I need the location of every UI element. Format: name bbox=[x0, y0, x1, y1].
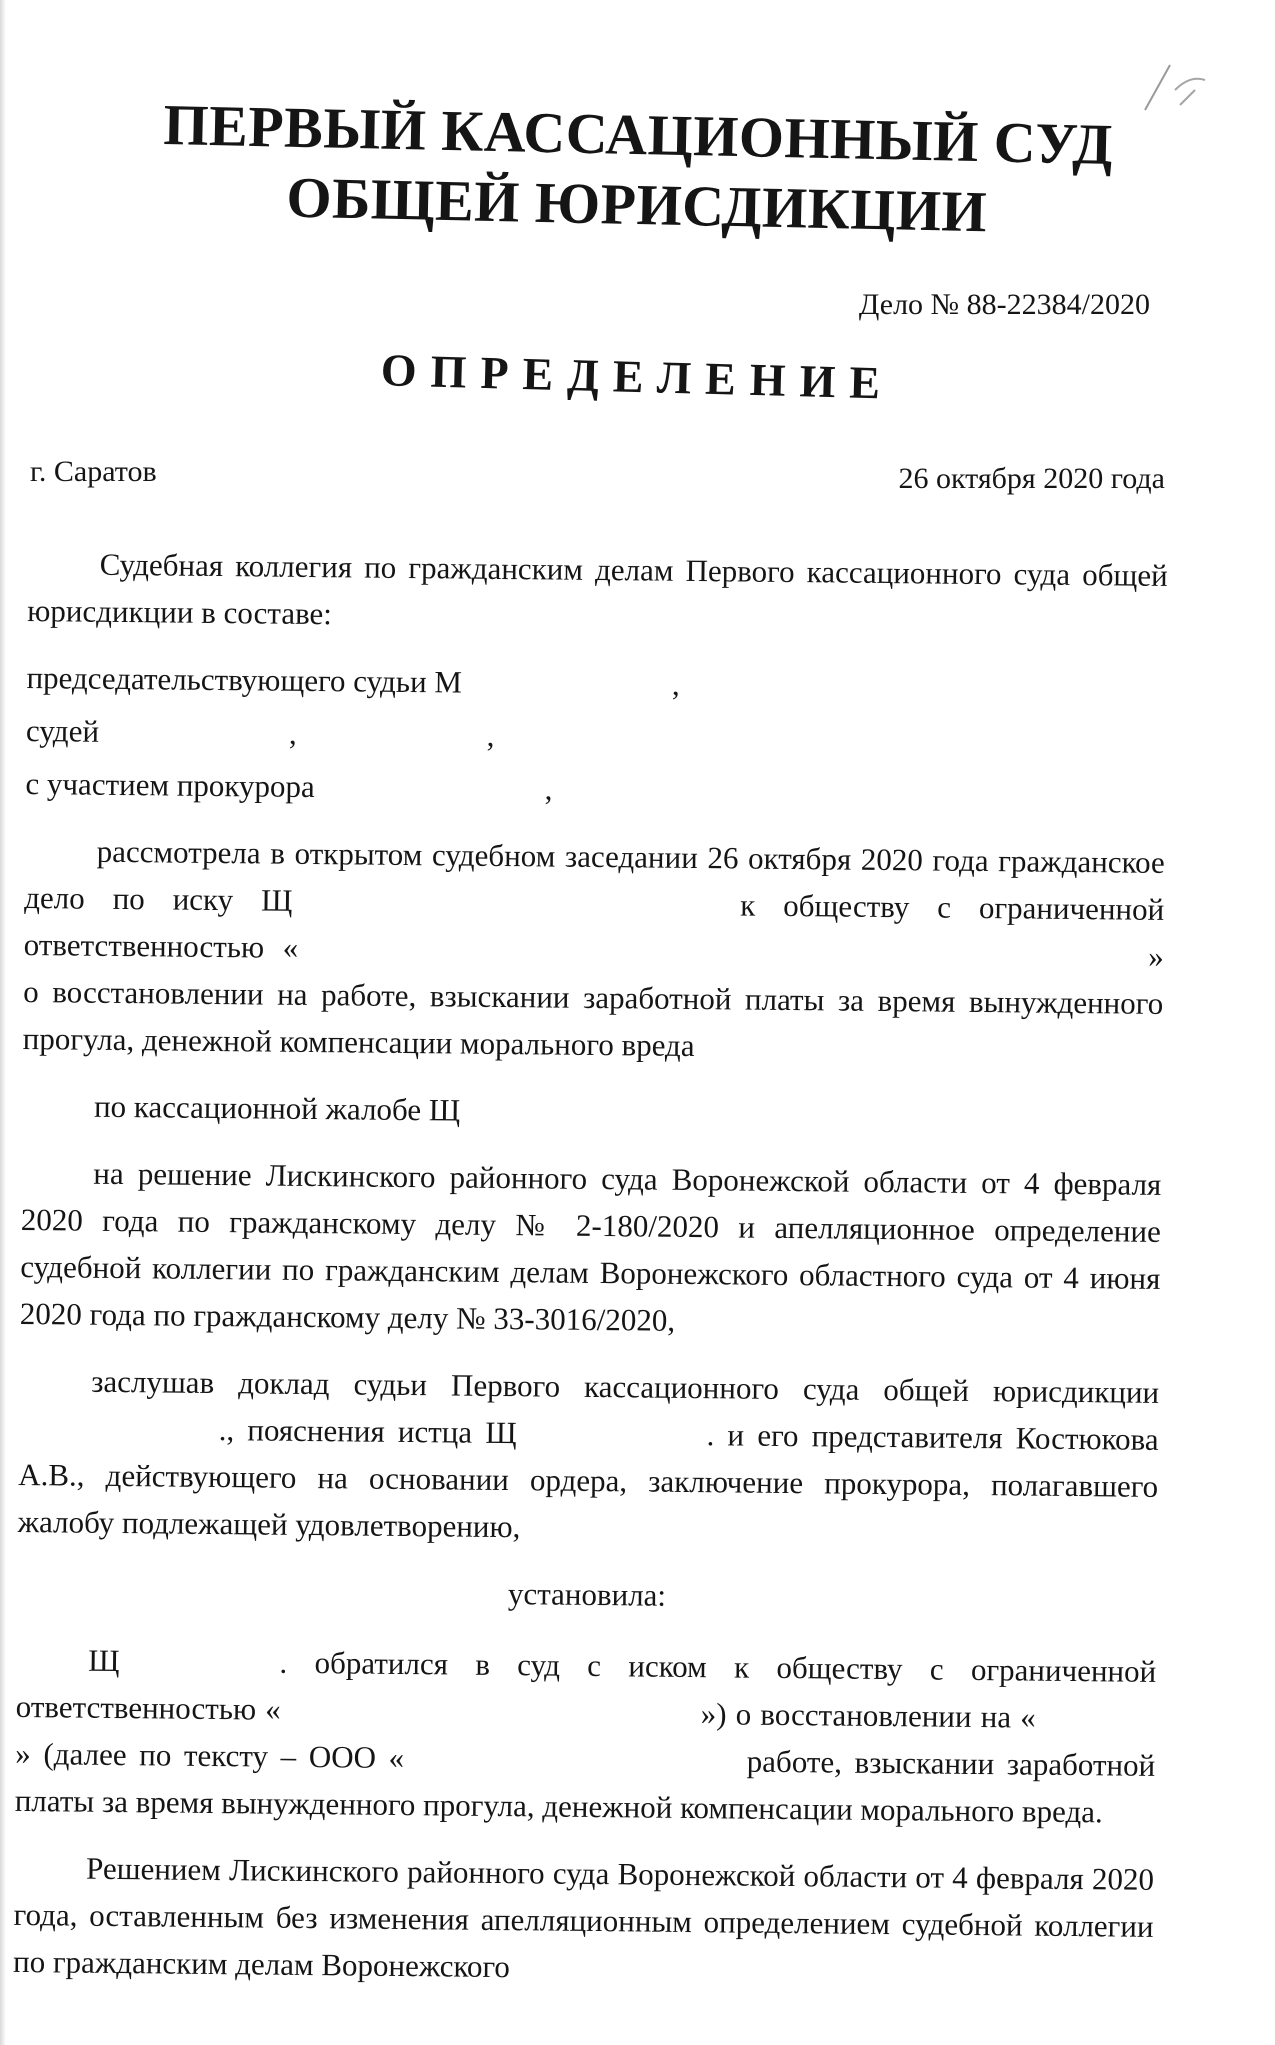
paragraph-presiding-judge bbox=[26, 654, 1166, 713]
paragraph-judges bbox=[26, 707, 1166, 766]
paragraph-text: , bbox=[544, 771, 553, 807]
paragraph-text: ») о восстановлении на « bbox=[700, 1696, 1036, 1735]
court-name-line-1: ПЕРВЫЙ КАССАЦИОННЫЙ СУД bbox=[162, 92, 1114, 177]
paragraph-cassation-complaint bbox=[22, 1082, 1162, 1141]
paragraph-text: заслушав доклад судьи Первого кассационного суда общей юрисдикции bbox=[91, 1363, 1160, 1410]
document-title: ОПРЕДЕЛЕНИЕ bbox=[380, 344, 895, 409]
paragraph-text: , bbox=[486, 717, 495, 753]
paragraph-claim bbox=[15, 1636, 1157, 1836]
decision-date: 26 октября 2020 года bbox=[898, 462, 1165, 495]
paragraph-text: рассмотрела в открытом судебном заседании 26 октября 2020 года гражданское дело по иску Щ bbox=[24, 833, 1165, 918]
paragraph-text: . и его представителя Костюкова А.В., действующего на основании ордера, заключение прокурора, полагавшего жалобу подлежащей удовлетворению, bbox=[17, 1417, 1159, 1545]
document-body bbox=[13, 540, 1168, 2017]
paragraph-text: . обратился в суд с иском к обществу с ограниченной ответственностью « bbox=[15, 1644, 1157, 1727]
redacted-name bbox=[99, 715, 289, 748]
paragraph-heard bbox=[17, 1357, 1159, 1557]
paragraph-text: » (далее по тексту – ООО « bbox=[15, 1735, 405, 1776]
paragraph-text: с участием прокурора bbox=[25, 765, 315, 805]
redacted-name bbox=[516, 1417, 706, 1450]
paragraph-text: по кассационной жалобе Щ bbox=[93, 1088, 461, 1128]
redacted-name bbox=[315, 771, 545, 804]
paragraph-text: ., пояснения истца Щ bbox=[218, 1412, 517, 1451]
paragraph-ruling bbox=[13, 1844, 1154, 1997]
paragraph-text: на решение Лискинского районного суда Воронежской области от 4 февраля 2020 года по гражданскому делу № 2-180/2020 и апелляционное определение судебной коллегии по гражданским делам Воронежского областного суда от 4 июня 2020 года по гражданскому делу № 33-3016/2020, bbox=[19, 1155, 1162, 1338]
case-number: Дело № 88-22384/2020 bbox=[858, 288, 1150, 321]
redacted-name bbox=[404, 1742, 734, 1776]
redacted-name bbox=[19, 1412, 219, 1445]
established-heading bbox=[17, 1565, 1157, 1624]
scan-edge-shadow bbox=[0, 0, 6, 2045]
redacted-name bbox=[298, 931, 878, 968]
paragraph-text: , bbox=[671, 666, 680, 702]
redacted-name bbox=[1036, 1701, 1156, 1733]
place: г. Саратов bbox=[30, 455, 157, 488]
paragraph-text: , bbox=[288, 715, 297, 751]
redacted-name bbox=[462, 666, 672, 699]
court-header bbox=[0, 87, 1275, 254]
paragraph-text: к обществу с ограниченной ответственностью « bbox=[23, 887, 1165, 965]
paragraph-text: Решением Лискинского районного суда Воронежской области от 4 февраля 2020 года, оставленным без изменения апелляционным определением судебной коллегии по гражданским делам Воронежского bbox=[12, 1850, 1155, 1985]
paragraph-text: судей bbox=[25, 712, 100, 749]
paragraph-text: работе, взыскании заработной платы за время вынужденного прогула, денежной компенсации морального вреда. bbox=[14, 1743, 1156, 1830]
paragraph-composition bbox=[27, 540, 1168, 646]
redacted-name bbox=[297, 717, 487, 750]
paragraph-text: председательствующего судьи М bbox=[26, 659, 463, 700]
redacted-name bbox=[281, 1693, 701, 1728]
paragraph-prosecutor bbox=[25, 760, 1165, 819]
paragraph-text: Щ bbox=[88, 1642, 120, 1679]
paragraph-text: » о восстановлении на работе, взыскании заработной платы за время вынужденного прогула, денежной компенсации морального вреда bbox=[22, 938, 1164, 1064]
paragraph-decisions bbox=[20, 1149, 1162, 1349]
redacted-name bbox=[119, 1645, 279, 1678]
court-name-line-2: ОБЩЕЙ ЮРИСДИКЦИИ bbox=[285, 164, 988, 245]
paragraph-text: Судебная коллегия по гражданским делам Первого кассационного суда общей юрисдикции в составе: bbox=[27, 546, 1168, 632]
redacted-name bbox=[878, 938, 1148, 972]
paragraph-text: установила: bbox=[507, 1576, 667, 1613]
redacted-name bbox=[292, 884, 712, 919]
paragraph-considered bbox=[23, 827, 1165, 1074]
